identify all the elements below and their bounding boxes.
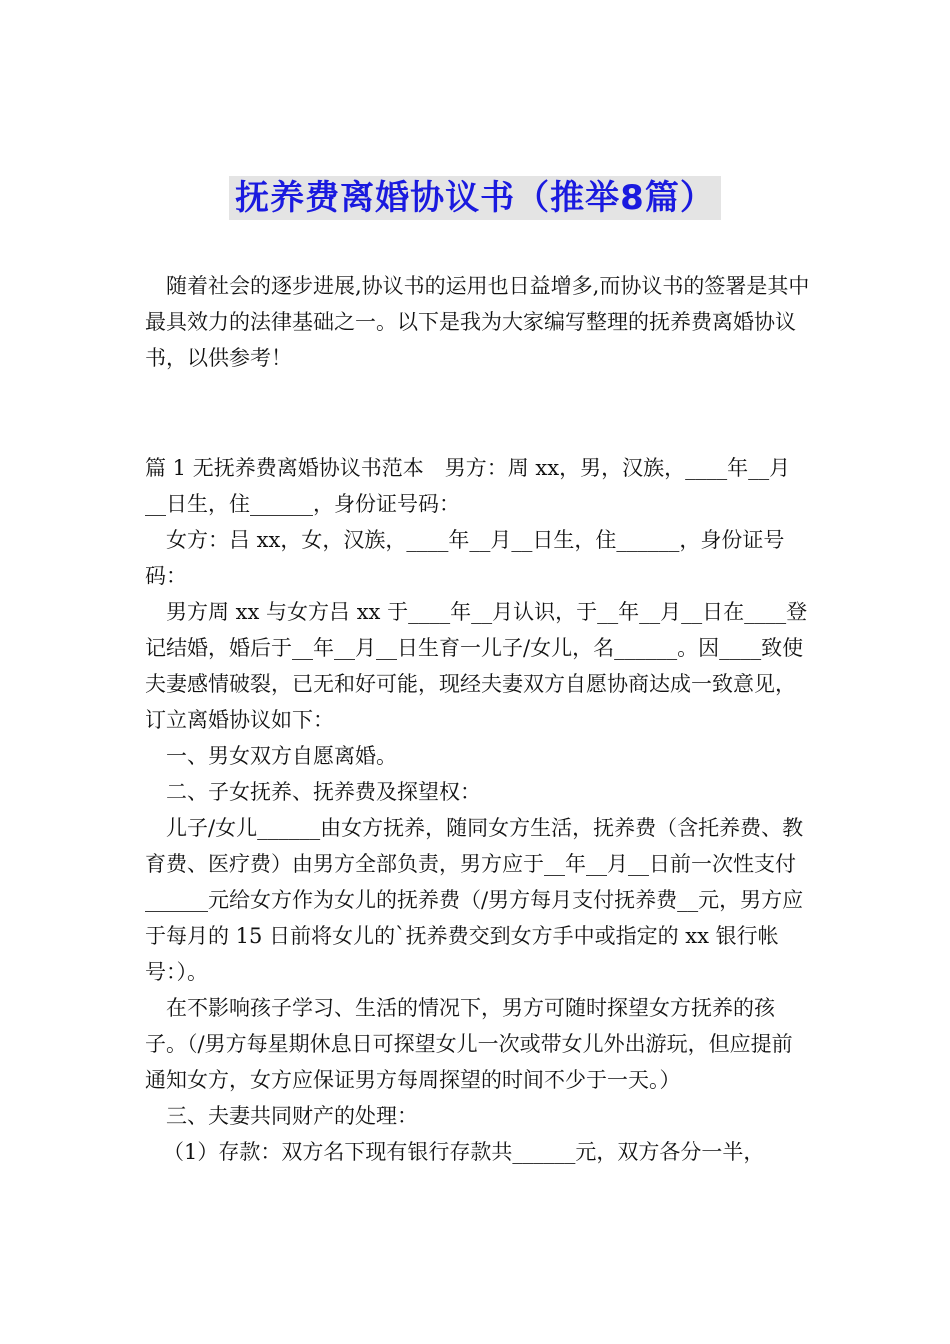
intro-section [145, 268, 810, 376]
paragraph-clause-3: 三、夫妻共同财产的处理： [166, 1104, 418, 1128]
paragraph-child-support: 儿子/女儿______由女方抚养，随同女方生活，抚养费（含托养费、教育费、医疗费）由男方全部负责，男方应于__年__月__日前一次性支付______元给女方作为女儿的抚养费（/男方每月支付抚养费__元，男方应于每月的 15 日前将女儿的`抚养费交到女方手中或指定的 xx 银行帐号：）。 [145, 816, 804, 984]
agreement-body [145, 450, 810, 1170]
paragraph-header: 篇 1 无抚养费离婚协议书范本 男方：周 xx，男，汉族，____年__月__日生，住______，身份证号码： [145, 456, 791, 516]
title-container [0, 176, 950, 220]
paragraph-marriage-info: 男方周 xx 与女方吕 xx 于____年__月认识，于__年__月__日在____登记结婚，婚后于__年__月__日生育一儿子/女儿，名______。因____致使夫妻感情破裂，已无和好可能，现经夫妻双方自愿协商达成一致意见，订立离婚协议如下： [145, 600, 808, 732]
intro-paragraph: 随着社会的逐步进展,协议书的运用也日益增多,而协议书的签署是其中最具效力的法律基础之一。以下是我为大家编写整理的抚养费离婚协议书，以供参考！ [145, 274, 810, 370]
paragraph-clause-1: 一、男女双方自愿离婚。 [166, 744, 397, 768]
paragraph-clause-2: 二、子女抚养、抚养费及探望权： [166, 780, 481, 804]
paragraph-deposits: （1）存款：双方名下现有银行存款共______元，双方各分一半， [163, 1140, 765, 1164]
paragraph-female-party: 女方：吕 xx，女，汉族，____年__月__日生，住______，身份证号码： [145, 528, 785, 588]
document-title: 抚养费离婚协议书（推举8篇） [229, 176, 721, 220]
paragraph-visitation: 在不影响孩子学习、生活的情况下，男方可随时探望女方抚养的孩子。（/男方每星期休息日可探望女儿一次或带女儿外出游玩，但应提前通知女方，女方应保证男方每周探望的时间不少于一天。） [145, 996, 793, 1092]
